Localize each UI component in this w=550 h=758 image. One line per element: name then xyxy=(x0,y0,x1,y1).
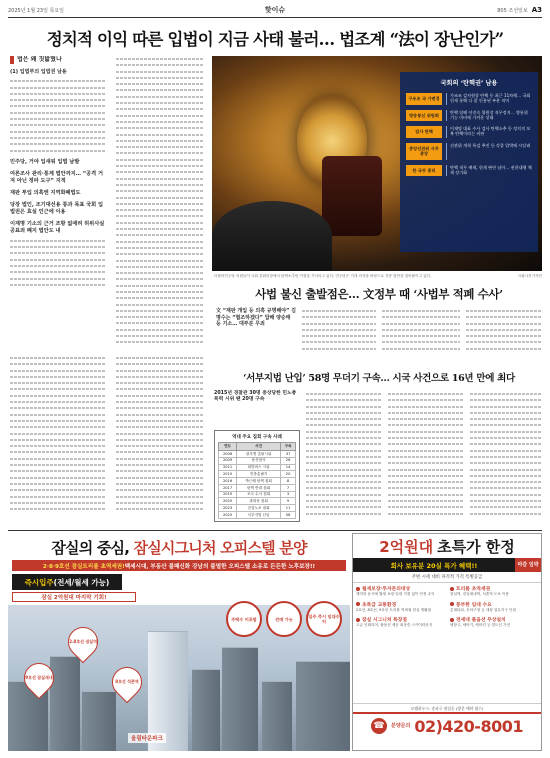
ad-signature-officetel[interactable] xyxy=(8,533,350,751)
article2-deck: 2015년 경찰관 30명 중상당한 민노총 폭력 시위 땐 20명 구속 xyxy=(214,391,297,403)
section-label xyxy=(10,56,106,64)
table-cell: 20 xyxy=(281,471,296,478)
deadline-badge: 마감 임박 xyxy=(515,558,541,572)
ad-title-b: 잠실시그니처 오피스텔 분양 xyxy=(133,539,307,557)
info-value: 탄핵 직무 배제, 헌재 판단 남아… 권한대행 체제 장기화 xyxy=(446,165,532,177)
phone-icon: ☎ xyxy=(371,718,387,734)
offer-head-b: 초특가 한정 xyxy=(437,537,515,556)
ad-move-in-banner xyxy=(12,574,122,590)
ad-logo: 울림타운파크 xyxy=(128,733,166,743)
model-house-info: 모델하우스: 송파구 잠실동 (방문 예약 필수) xyxy=(353,703,541,712)
masthead-section: 핫이슈 xyxy=(264,6,286,14)
ad-sub-b: 백세시대, 부동산 불패신화 강남의 불멸한 오피스텔 소유로 든든한 노후보장!! xyxy=(124,563,316,570)
table-row xyxy=(219,491,296,498)
body-text-b xyxy=(10,238,106,288)
table-cell: 58 xyxy=(281,512,296,519)
table-cell: 37 xyxy=(281,451,296,458)
info-row xyxy=(406,143,532,160)
offer-item: 잠실 시그니처 특장점 고급 인테리어, 풀옵션 제공 최상층 스카이라운지 xyxy=(356,618,433,628)
info-row xyxy=(406,165,532,177)
bullet-icon xyxy=(356,602,360,606)
table-row xyxy=(219,505,296,512)
table-cell: 희망버스 시위 xyxy=(237,464,281,471)
table-header: 연도 xyxy=(219,443,237,451)
table-cell: 2025 xyxy=(219,512,237,519)
info-key: 검사 탄핵 xyxy=(406,126,442,138)
info-row xyxy=(406,93,532,105)
info-row xyxy=(406,126,532,138)
photo-caption xyxy=(214,274,542,279)
info-value: 탄핵 당해 이진숙 위원장 직무정지… 방통위 기능 마비에 가까운 상태 xyxy=(446,110,532,122)
table-row xyxy=(219,457,296,464)
table-cell: 2008 xyxy=(219,451,237,458)
feature-tag: 입주 즉시 임대수익 xyxy=(306,601,342,637)
table-cell: 용산참사 xyxy=(237,457,281,464)
sub-headline: 사법 불신 출발점은… 文정부 때 ‘사법부 적폐 수사’ xyxy=(255,287,503,301)
table-title: 역대 주요 집회 구속 사례 xyxy=(232,435,282,440)
speaker-chair xyxy=(322,156,382,236)
left-lower-body xyxy=(10,355,206,525)
table-cell: 2016 xyxy=(219,478,237,485)
table-row xyxy=(219,451,296,458)
ad-special-offer[interactable] xyxy=(352,533,542,751)
offer-col-right xyxy=(447,583,541,703)
table-cell: 14 xyxy=(281,464,296,471)
phone-number[interactable]: 02)420-8001 xyxy=(414,716,523,736)
info-key: 한 국무 총리 xyxy=(406,165,442,177)
table-cell: 2023 xyxy=(219,505,237,512)
table-cell: 2015 xyxy=(219,471,237,478)
table-cell: 탄핵 반대 집회 xyxy=(237,484,281,491)
table-cell: 11 xyxy=(281,505,296,512)
lead-3: 당장 법인, 조기대선용 통과 목표 국회 입법권은 효실 인근에 이용 xyxy=(10,201,103,215)
offer-head-a: 2억원대 xyxy=(379,537,434,556)
table-cell: 건설노조 집회 xyxy=(237,505,281,512)
table-cell: 2017 xyxy=(219,484,237,491)
table-cell: 민중총궐기 xyxy=(237,471,281,478)
left-column xyxy=(10,56,106,352)
body-text-c xyxy=(116,56,204,346)
table-cell: 서부지법 난입 xyxy=(237,512,281,519)
phone-label: 분양문의 xyxy=(391,723,411,729)
table-row xyxy=(219,512,296,519)
table-cell: 2019 xyxy=(219,491,237,498)
table-cell: 2009 xyxy=(219,457,237,464)
station-pin: 9호선 잠실새내 xyxy=(18,657,60,699)
feature-tag: 전매 가능 xyxy=(266,601,302,637)
main-headline: 정치적 이익 따른 입법이 지금 사태 불러… 법조계 “法이 장난인가” xyxy=(46,30,504,49)
series-subhead: (1) 입법부의 입법권 남용 xyxy=(10,69,67,75)
table-cell: 9 xyxy=(281,498,296,505)
table-cell: 2011 xyxy=(219,464,237,471)
info-value: 선관위 개혁 특검 추진 등 각종 압박에 시달려 xyxy=(446,143,532,160)
bullet-icon xyxy=(450,587,454,591)
table-cell: 광우병 촛불시위 xyxy=(237,451,281,458)
person-silhouette xyxy=(212,201,332,271)
info-value: 가조조 감사원장 탄핵 등 최근 11차례… 국회 헌재 통해 다 잘 인용된 부분 적어 xyxy=(446,93,532,105)
ad-sub-a: 2·8·9호선 잠실트리플 초역세권! xyxy=(42,563,125,570)
body-text-a xyxy=(10,78,106,154)
article2-body-col xyxy=(470,391,542,523)
masthead-date: 2025년 1월 23일 목요일 xyxy=(8,7,65,14)
table-row xyxy=(219,471,296,478)
bullet-icon xyxy=(356,587,360,591)
ad-rule xyxy=(8,530,542,531)
lead-1: 민주당, 거야 입새워 입법 남발 xyxy=(10,158,80,165)
ad-title xyxy=(8,537,350,558)
bullet-icon xyxy=(450,618,454,622)
article-body-col xyxy=(382,308,460,353)
page-number: A3 xyxy=(531,6,542,14)
table-header: 구속 xyxy=(281,443,296,451)
table-cell: 2020 xyxy=(219,498,237,505)
ad-title-a: 잠실의 중심, xyxy=(51,539,134,557)
city-aerial-image xyxy=(8,605,350,751)
info-key: 중앙선관위 사무총장 xyxy=(406,143,442,160)
masthead-right xyxy=(497,6,542,14)
ad-banner-b: (전세/월세 가능) xyxy=(53,577,110,587)
table-cell: 광화문 집회 xyxy=(237,498,281,505)
offer-sub: 회사 보유분 20실 특가 혜택!! xyxy=(353,558,515,572)
article-body-col xyxy=(302,308,376,353)
offer-item: 초특급 교통환경 2호선, 8호선, 9호선 트리플 역세권 잠실 생활권 xyxy=(356,602,432,612)
lead-4: 이재명 기소의 근거 조항 없애려 허위사실 공표죄 폐지 법안도 내 xyxy=(10,220,105,234)
ad-banner-a: 즉시입주 xyxy=(24,577,54,587)
phone-block[interactable] xyxy=(353,712,541,738)
table-cell: 조국 수사 집회 xyxy=(237,491,281,498)
info-value: 이재명 대표 수사 검사 탄핵소추 등 정치적 보복 탄핵이라는 비판 xyxy=(446,126,532,138)
section-label-text: 법은 왜 짓밟혔나 xyxy=(17,56,62,63)
masthead xyxy=(8,4,542,16)
offer-body xyxy=(353,583,541,703)
section-label-bar xyxy=(10,56,14,64)
photo-credit: 국회사진기자단 xyxy=(517,274,542,278)
table-cell: 26 xyxy=(281,457,296,464)
info-key: 구조조 국 가변경 xyxy=(406,93,442,105)
table-row xyxy=(219,478,296,485)
table-row xyxy=(219,464,296,471)
ad-subtitle-bar xyxy=(12,560,346,571)
station-pin: 8호선 석촌역 xyxy=(106,661,148,703)
photo-caption-text: 더불어민주당 의원들이 국회 본회의장에서 탄핵소추안 가결을 기다리고 있다. 민주당은 거대 의석을 바탕으로 각종 법안을 밀어붙이고 있다. xyxy=(214,274,432,278)
table-header: 사건 xyxy=(237,443,281,451)
info-key: 방송통신 위원회 xyxy=(406,110,442,122)
infographic-panel xyxy=(400,72,538,252)
article2-body-col xyxy=(306,391,382,523)
offer-headline xyxy=(353,534,541,558)
offer-subbar xyxy=(353,558,541,572)
masthead-rule xyxy=(8,17,542,18)
news-photo xyxy=(212,56,542,271)
offer-col-left xyxy=(353,583,447,703)
offer-note: 주변 시세 대비 파격적 가격 특별공급 xyxy=(353,572,541,583)
offer-item: 트리플 초역세권 잠실역, 잠실새내역, 석촌역 도보 이용 xyxy=(450,587,509,596)
arrest-table xyxy=(218,442,296,519)
ad-last-chance: 잠실 2억원대 마지막 기회! xyxy=(12,592,136,602)
table-cell: 3 xyxy=(281,491,296,498)
offer-item: 월세보장·투자문의대상 계약과 동시에 월세 보장 임대 걱정 없이 안정 수익 xyxy=(356,587,435,596)
lead-1b: 여론조사 관리·통계 법안까지… “공격 거져 아닌 정파 도구” 지적 xyxy=(10,170,103,184)
table-row xyxy=(219,484,296,491)
middle-column xyxy=(116,56,204,352)
arrest-table-box xyxy=(214,430,300,522)
infographic-title: 국회의 ‘탄핵권’ 남용 xyxy=(440,80,498,87)
masthead-issue: 805 조선일보 xyxy=(497,7,528,14)
station-pin: 2.8호선 잠실역 xyxy=(62,621,104,663)
table-cell: 7 xyxy=(281,484,296,491)
article-deck: 文 “재판 개입 등 의혹 규명해야” 김명수는 “협조하겠다” 답해 양승태 등 기소… 대부분 무죄 xyxy=(216,308,296,327)
lead-2: 재판 투입 의혹엔 지역화폐법도 xyxy=(10,189,81,196)
article2-headline: ‘서부지법 난입’ 58명 무더기 구속… 시국 사건으로 16년 만에 최다 xyxy=(243,373,515,384)
table-row xyxy=(219,498,296,505)
article-body-col xyxy=(466,308,542,353)
bullet-icon xyxy=(450,602,454,606)
feature-tag: 주택수 미포함 xyxy=(226,601,262,637)
info-row xyxy=(406,110,532,122)
table-cell: 박근혜 탄핵 집회 xyxy=(237,478,281,485)
bullet-icon xyxy=(356,618,360,622)
table-cell: 8 xyxy=(281,478,296,485)
offer-item: 풍부한 임대 수요 롯데타워, 송파구청 등 대형 업무지구 인접 xyxy=(450,602,516,612)
article2-body-col xyxy=(388,391,464,523)
offer-item: 전세대 풀옵션 무상설치 냉장고, 세탁기, 에어컨 등 빌트인 가전 xyxy=(450,618,511,628)
